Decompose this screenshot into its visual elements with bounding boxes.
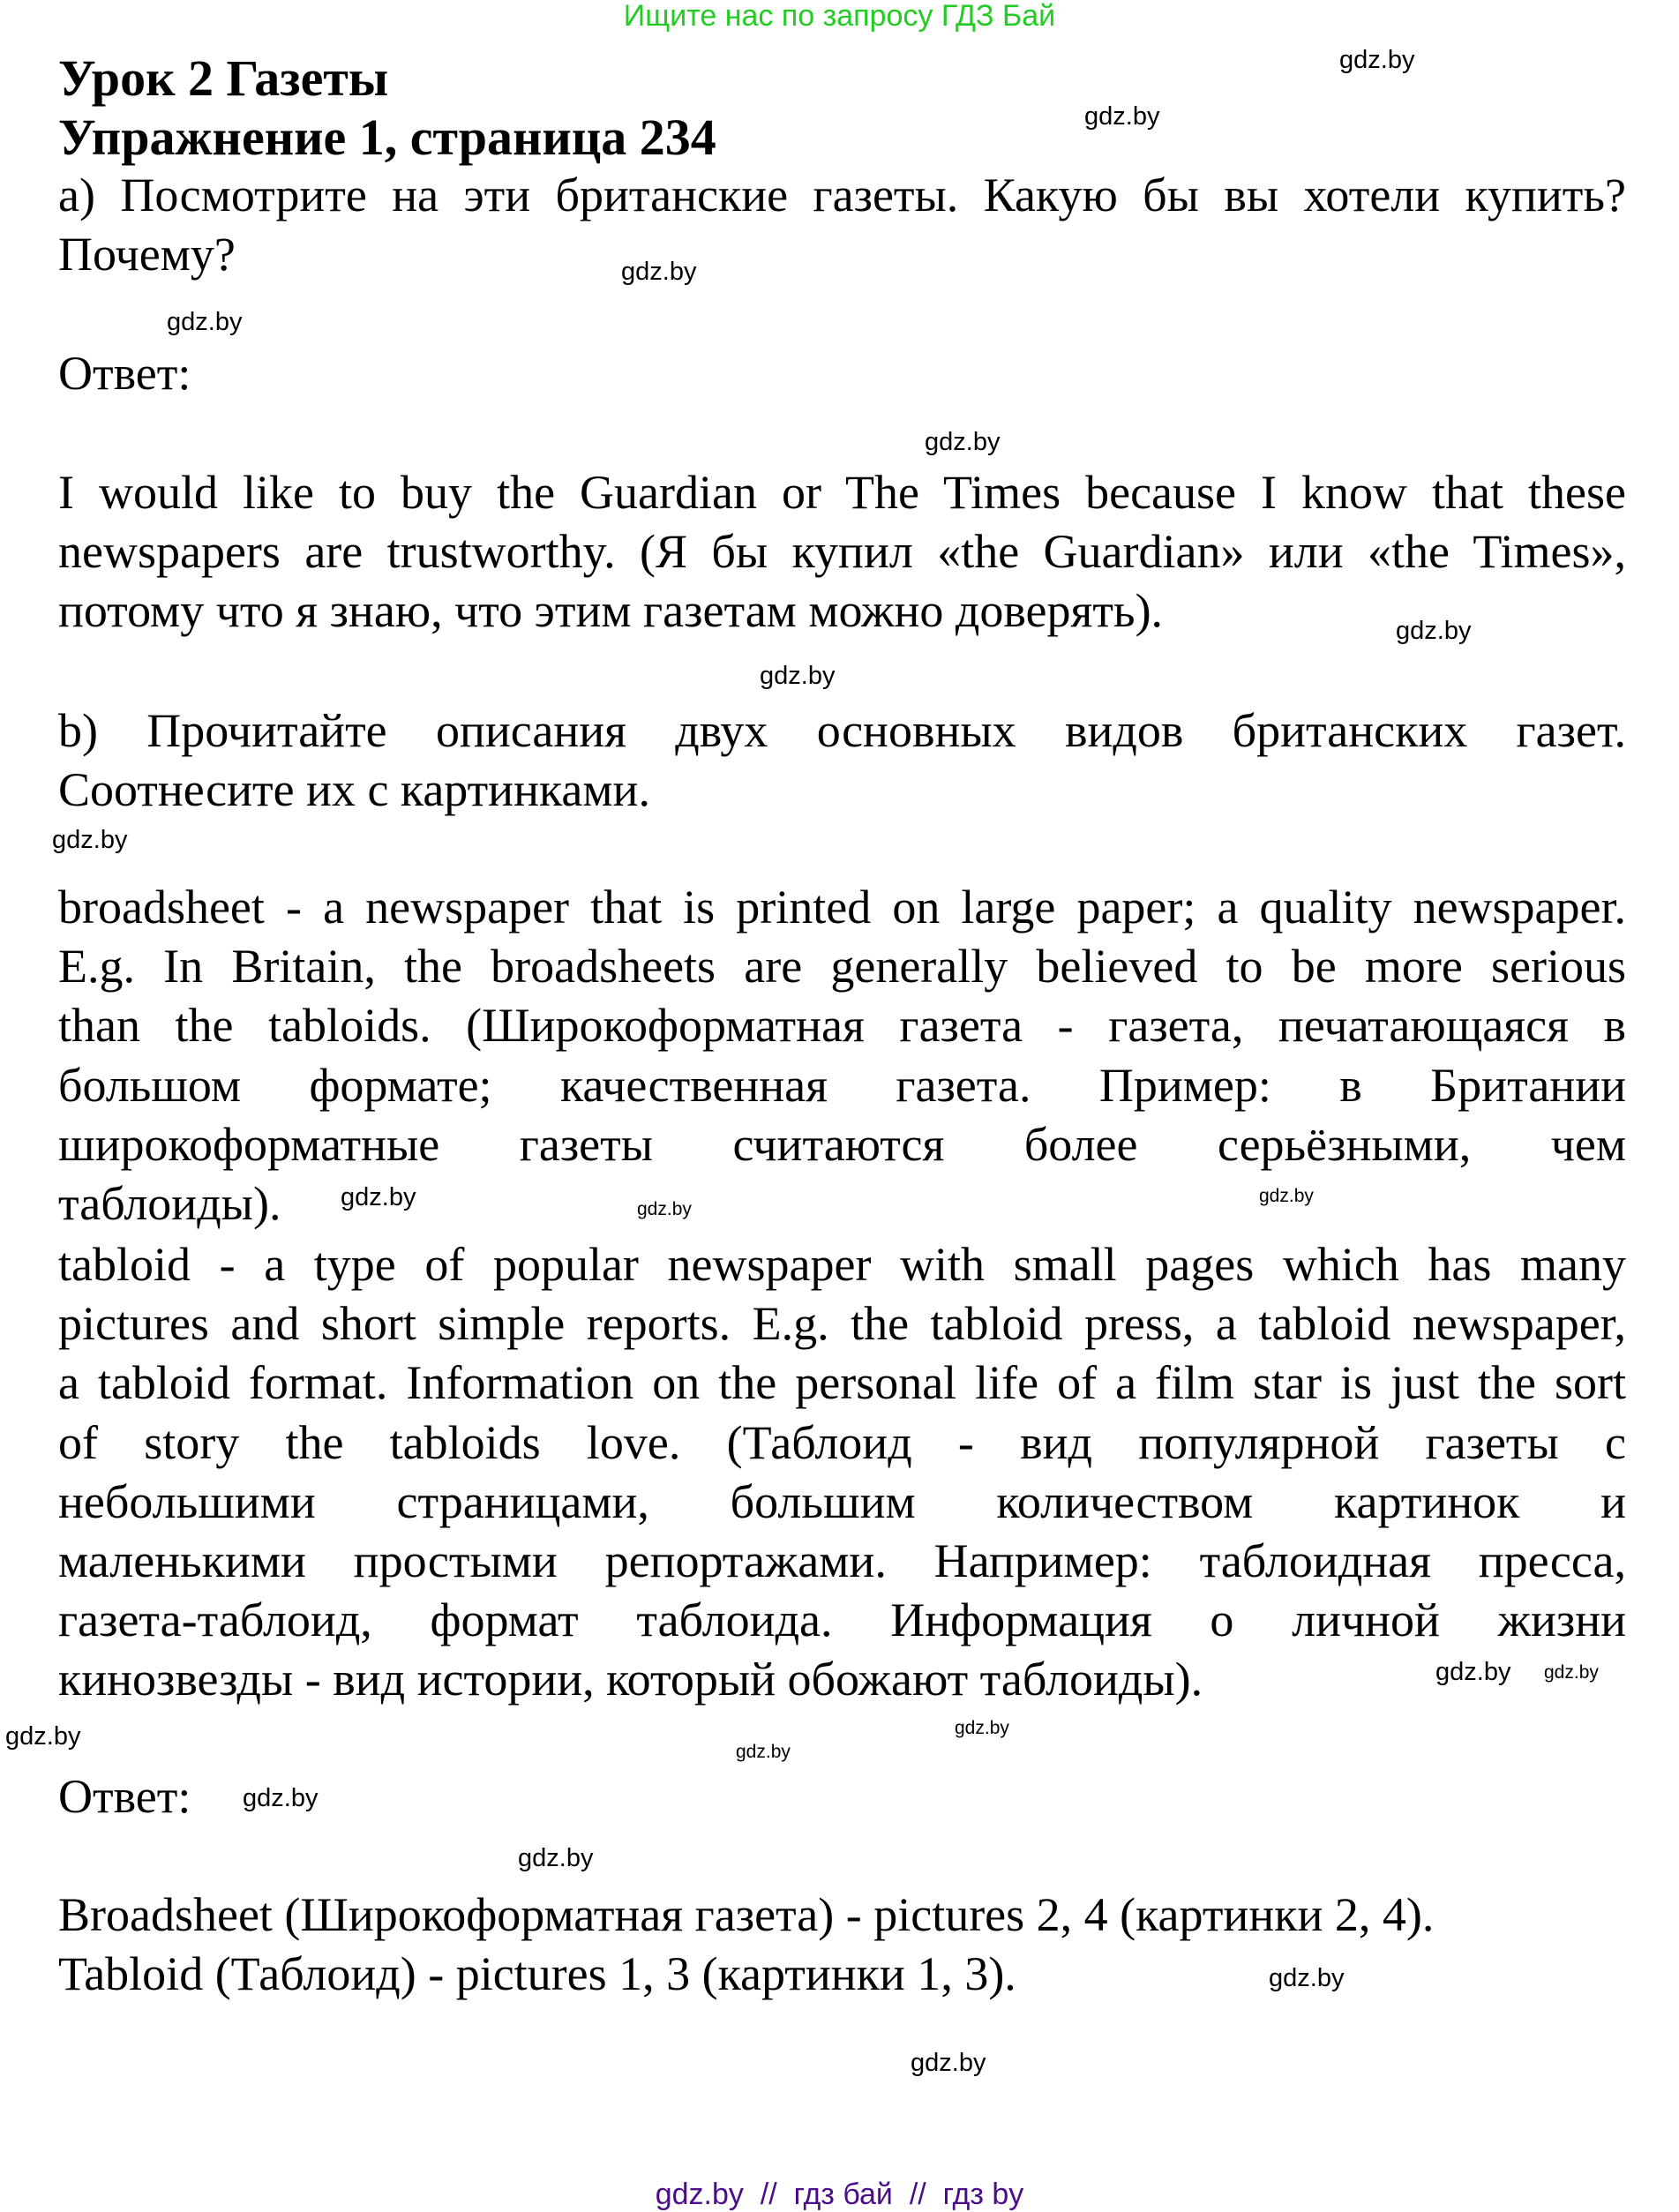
watermark: gdz.by [52, 826, 128, 854]
watermark: gdz.by [911, 2049, 986, 2077]
watermark: gdz.by [1269, 1964, 1345, 1992]
footer-links[interactable]: gdz.by // гдз бай // гдз by [655, 2178, 1024, 2211]
watermark: gdz.by [621, 258, 697, 286]
search-banner[interactable]: Ищите нас по запросу ГДЗ Бай [623, 0, 1056, 33]
text-line: newspapers are trustworthy. (Я бы купил «the Guardian» или «the Times», [58, 525, 1626, 579]
watermark: gdz.by [518, 1844, 594, 1872]
lesson-title: Урок 2 Газеты [58, 49, 389, 107]
text-line: Broadsheet (Широкоформатная газета) - pictures 2, 4 (картинки 2, 4). [58, 1888, 1435, 1941]
watermark: gdz.by [167, 308, 243, 336]
text-line: небольшими страницами, большим количеством картинок и [58, 1474, 1626, 1528]
answer-label: Ответ: [58, 347, 191, 400]
text-line: b) Прочитайте описания двух основных видов британских газет. [58, 704, 1626, 757]
text-line: таблоиды). [58, 1176, 281, 1230]
text-line: tabloid - a type of popular newspaper with small pages which has many [58, 1238, 1626, 1291]
text-line: pictures and short simple reports. E.g. the tabloid press, a tabloid newspaper, [58, 1297, 1626, 1351]
text-line: кинозвезды - вид истории, который обожают таблоиды). [58, 1653, 1203, 1706]
watermark: gdz.by [1259, 1186, 1314, 1206]
text-line: потому что я знаю, что этим газетам можно доверять). [58, 584, 1164, 638]
watermark: gdz.by [1544, 1662, 1599, 1683]
text-line: маленькими простыми репортажами. Например: таблоидная пресса, [58, 1533, 1626, 1587]
text-line: широкоформатные газеты считаются более серьёзными, чем [58, 1117, 1626, 1171]
text-line: Почему? [58, 228, 236, 281]
text-line: I would like to buy the Guardian or The Times because I know that these [58, 466, 1626, 519]
watermark: gdz.by [341, 1183, 416, 1211]
part-b-answer [58, 1886, 1626, 2004]
text-line: газета-таблоид, формат таблоида. Информация о личной жизни [58, 1593, 1626, 1647]
watermark: gdz.by [955, 1718, 1009, 1738]
part-a-answer [58, 463, 1626, 641]
exercise-title: Упражнение 1, страница 234 [58, 109, 716, 166]
text-line: большом формате; качественная газета. Пример: в Британии [58, 1058, 1626, 1112]
watermark: gdz.by [1339, 46, 1415, 74]
text-line: Tabloid (Таблоид) - pictures 1, 3 (картинки 1, 3). [58, 1947, 1016, 2001]
text-line: than the tabloids. (Широкоформатная газета - газета, печатающаяся в [58, 999, 1626, 1053]
text-line: broadsheet - a newspaper that is printed on large paper; a quality newspaper. [58, 881, 1626, 934]
watermark: gdz.by [5, 1722, 81, 1751]
text-line: a tabloid format. Information on the personal life of a film star is just the sort [58, 1356, 1626, 1410]
watermark: gdz.by [760, 662, 836, 690]
part-a-answer-label [58, 344, 1626, 403]
text-line: а) Посмотрите на эти британские газеты. Какую бы вы хотели купить? [58, 169, 1626, 221]
tabloid-definition [58, 1235, 1626, 1710]
broadsheet-definition [58, 878, 1626, 1233]
text-line: Соотнесите их с картинками. [58, 763, 650, 817]
text-line: E.g. In Britain, the broadsheets are generally believed to be more serious [58, 940, 1626, 994]
watermark: gdz.by [243, 1784, 319, 1812]
text-line: of story the tabloids love. (Таблоид - вид популярной газеты с [58, 1415, 1626, 1469]
part-b-question [58, 701, 1626, 820]
answer-label: Ответ: [58, 1770, 191, 1823]
watermark: gdz.by [1396, 617, 1472, 645]
part-a-question [58, 166, 1626, 284]
watermark: gdz.by [1435, 1658, 1511, 1686]
watermark: gdz.by [1084, 102, 1160, 131]
watermark: gdz.by [925, 428, 1001, 456]
watermark: gdz.by [637, 1199, 692, 1219]
watermark: gdz.by [736, 1742, 791, 1762]
